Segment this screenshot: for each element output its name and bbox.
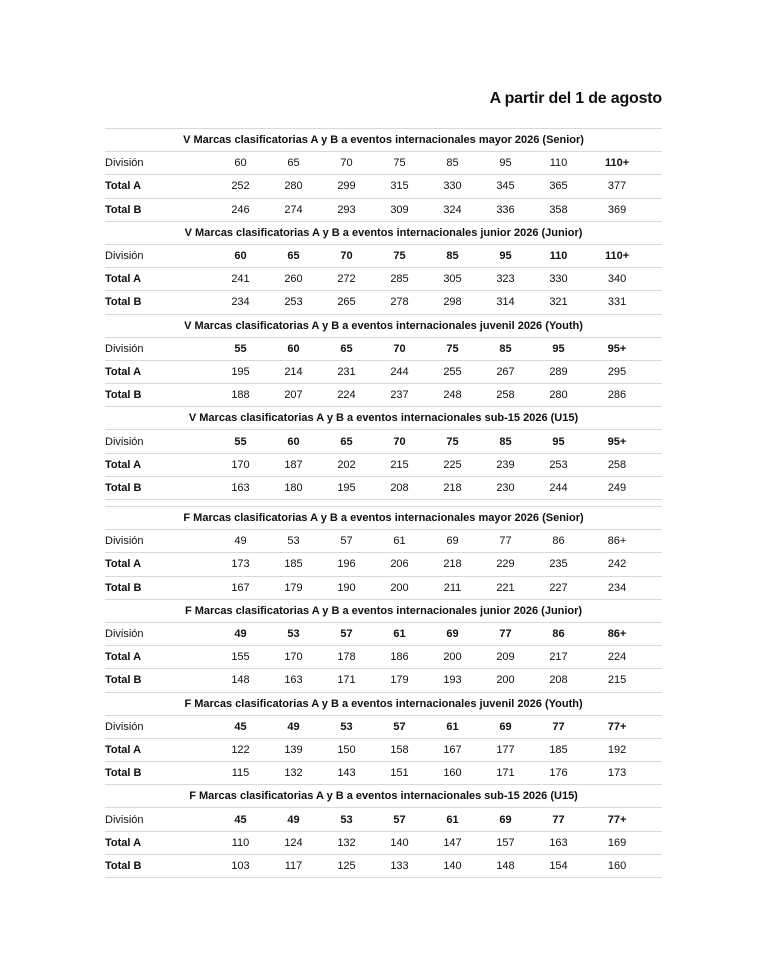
marks-table bbox=[105, 407, 662, 500]
row-label-division: División bbox=[105, 808, 214, 831]
total-b-value: 293 bbox=[320, 198, 373, 221]
row-label-total-a: Total A bbox=[105, 268, 214, 291]
division-row bbox=[105, 152, 662, 175]
total-b-row bbox=[105, 384, 662, 407]
total-a-value: 340 bbox=[585, 268, 662, 291]
total-a-value: 218 bbox=[426, 553, 479, 576]
total-a-value: 242 bbox=[585, 553, 662, 576]
marks-table bbox=[105, 129, 662, 222]
division-value: 75 bbox=[373, 244, 426, 267]
division-value: 53 bbox=[320, 715, 373, 738]
total-b-value: 163 bbox=[214, 476, 267, 499]
total-b-value: 286 bbox=[585, 384, 662, 407]
row-label-total-b: Total B bbox=[105, 854, 214, 877]
total-b-value: 278 bbox=[373, 291, 426, 314]
total-b-value: 179 bbox=[267, 576, 320, 599]
row-label-division: División bbox=[105, 715, 214, 738]
total-b-value: 249 bbox=[585, 476, 662, 499]
division-value: 77+ bbox=[585, 715, 662, 738]
total-b-value: 190 bbox=[320, 576, 373, 599]
total-a-value: 187 bbox=[267, 453, 320, 476]
total-a-row bbox=[105, 738, 662, 761]
total-b-value: 280 bbox=[532, 384, 585, 407]
total-b-row bbox=[105, 476, 662, 499]
division-value: 65 bbox=[267, 152, 320, 175]
total-a-value: 206 bbox=[373, 553, 426, 576]
row-label-division: División bbox=[105, 244, 214, 267]
division-value: 69 bbox=[426, 530, 479, 553]
division-value: 70 bbox=[320, 152, 373, 175]
total-b-value: 314 bbox=[479, 291, 532, 314]
total-a-value: 155 bbox=[214, 646, 267, 669]
division-row bbox=[105, 808, 662, 831]
division-value: 77 bbox=[479, 530, 532, 553]
division-row bbox=[105, 337, 662, 360]
total-a-value: 170 bbox=[267, 646, 320, 669]
row-label-division: División bbox=[105, 622, 214, 645]
total-b-value: 103 bbox=[214, 854, 267, 877]
total-b-value: 265 bbox=[320, 291, 373, 314]
total-b-value: 227 bbox=[532, 576, 585, 599]
division-value: 85 bbox=[426, 244, 479, 267]
marks-table bbox=[105, 785, 662, 878]
division-value: 49 bbox=[214, 622, 267, 645]
total-a-value: 217 bbox=[532, 646, 585, 669]
table-title: F Marcas clasificatorias A y B a eventos internacionales juvenil 2026 (Youth) bbox=[105, 693, 662, 716]
table-title: V Marcas clasificatorias A y B a eventos internacionales junior 2026 (Junior) bbox=[105, 222, 662, 245]
total-b-value: 369 bbox=[585, 198, 662, 221]
division-value: 110 bbox=[532, 152, 585, 175]
total-a-value: 229 bbox=[479, 553, 532, 576]
row-label-total-a: Total A bbox=[105, 175, 214, 198]
total-b-value: 211 bbox=[426, 576, 479, 599]
total-b-value: 180 bbox=[267, 476, 320, 499]
division-value: 57 bbox=[320, 622, 373, 645]
division-value: 70 bbox=[373, 430, 426, 453]
total-b-value: 171 bbox=[479, 762, 532, 785]
division-value: 110+ bbox=[585, 244, 662, 267]
table-group-v bbox=[105, 128, 662, 500]
total-a-value: 185 bbox=[267, 553, 320, 576]
total-b-value: 207 bbox=[267, 384, 320, 407]
division-value: 95 bbox=[532, 430, 585, 453]
division-value: 86 bbox=[532, 622, 585, 645]
total-a-value: 244 bbox=[373, 360, 426, 383]
total-b-value: 248 bbox=[426, 384, 479, 407]
table-title-row bbox=[105, 600, 662, 623]
total-b-value: 321 bbox=[532, 291, 585, 314]
total-b-value: 258 bbox=[479, 384, 532, 407]
division-value: 61 bbox=[426, 715, 479, 738]
division-value: 95 bbox=[479, 244, 532, 267]
total-a-value: 122 bbox=[214, 738, 267, 761]
row-label-division: División bbox=[105, 152, 214, 175]
total-b-value: 179 bbox=[373, 669, 426, 692]
total-a-value: 224 bbox=[585, 646, 662, 669]
total-a-value: 169 bbox=[585, 831, 662, 854]
total-a-value: 330 bbox=[532, 268, 585, 291]
total-b-value: 218 bbox=[426, 476, 479, 499]
division-value: 55 bbox=[214, 430, 267, 453]
total-b-value: 132 bbox=[267, 762, 320, 785]
division-value: 77 bbox=[532, 808, 585, 831]
division-value: 49 bbox=[214, 530, 267, 553]
total-b-value: 163 bbox=[267, 669, 320, 692]
division-value: 86 bbox=[532, 530, 585, 553]
division-value: 86+ bbox=[585, 530, 662, 553]
total-a-value: 200 bbox=[426, 646, 479, 669]
total-b-value: 117 bbox=[267, 854, 320, 877]
division-value: 77 bbox=[532, 715, 585, 738]
table-title-row bbox=[105, 407, 662, 430]
row-label-division: División bbox=[105, 337, 214, 360]
total-b-value: 324 bbox=[426, 198, 479, 221]
marks-table bbox=[105, 507, 662, 600]
division-value: 75 bbox=[426, 430, 479, 453]
total-a-value: 173 bbox=[214, 553, 267, 576]
total-a-row bbox=[105, 646, 662, 669]
total-a-value: 170 bbox=[214, 453, 267, 476]
total-a-value: 280 bbox=[267, 175, 320, 198]
division-row bbox=[105, 244, 662, 267]
table-title: V Marcas clasificatorias A y B a eventos internacionales mayor 2026 (Senior) bbox=[105, 129, 662, 152]
division-value: 57 bbox=[373, 715, 426, 738]
total-a-value: 124 bbox=[267, 831, 320, 854]
row-label-total-b: Total B bbox=[105, 384, 214, 407]
total-b-value: 154 bbox=[532, 854, 585, 877]
total-b-value: 298 bbox=[426, 291, 479, 314]
total-b-value: 358 bbox=[532, 198, 585, 221]
total-b-value: 171 bbox=[320, 669, 373, 692]
total-a-value: 196 bbox=[320, 553, 373, 576]
total-b-value: 200 bbox=[373, 576, 426, 599]
table-title-row bbox=[105, 693, 662, 716]
table-title-row bbox=[105, 785, 662, 808]
total-b-value: 224 bbox=[320, 384, 373, 407]
total-b-value: 244 bbox=[532, 476, 585, 499]
total-a-value: 177 bbox=[479, 738, 532, 761]
total-a-value: 225 bbox=[426, 453, 479, 476]
division-value: 95+ bbox=[585, 337, 662, 360]
total-a-value: 202 bbox=[320, 453, 373, 476]
row-label-total-a: Total A bbox=[105, 453, 214, 476]
division-value: 70 bbox=[320, 244, 373, 267]
division-value: 77 bbox=[479, 622, 532, 645]
total-b-value: 234 bbox=[214, 291, 267, 314]
total-b-value: 193 bbox=[426, 669, 479, 692]
total-a-value: 289 bbox=[532, 360, 585, 383]
division-value: 65 bbox=[267, 244, 320, 267]
total-b-value: 115 bbox=[214, 762, 267, 785]
division-value: 95 bbox=[532, 337, 585, 360]
division-value: 95 bbox=[479, 152, 532, 175]
total-b-row bbox=[105, 762, 662, 785]
total-b-value: 125 bbox=[320, 854, 373, 877]
total-b-value: 188 bbox=[214, 384, 267, 407]
total-b-row bbox=[105, 576, 662, 599]
total-a-value: 215 bbox=[373, 453, 426, 476]
division-row bbox=[105, 622, 662, 645]
total-a-value: 214 bbox=[267, 360, 320, 383]
total-b-value: 195 bbox=[320, 476, 373, 499]
total-b-value: 309 bbox=[373, 198, 426, 221]
division-value: 69 bbox=[479, 808, 532, 831]
table-title-row bbox=[105, 222, 662, 245]
marks-table bbox=[105, 600, 662, 693]
total-b-value: 336 bbox=[479, 198, 532, 221]
division-value: 49 bbox=[267, 808, 320, 831]
total-a-value: 258 bbox=[585, 453, 662, 476]
total-b-value: 148 bbox=[214, 669, 267, 692]
total-a-value: 305 bbox=[426, 268, 479, 291]
total-a-value: 178 bbox=[320, 646, 373, 669]
row-label-total-b: Total B bbox=[105, 291, 214, 314]
total-b-value: 160 bbox=[426, 762, 479, 785]
table-title-row bbox=[105, 315, 662, 338]
division-value: 85 bbox=[479, 430, 532, 453]
total-a-value: 157 bbox=[479, 831, 532, 854]
total-a-value: 140 bbox=[373, 831, 426, 854]
total-a-value: 255 bbox=[426, 360, 479, 383]
table-title-row bbox=[105, 507, 662, 530]
total-a-value: 241 bbox=[214, 268, 267, 291]
total-a-value: 150 bbox=[320, 738, 373, 761]
division-row bbox=[105, 430, 662, 453]
marks-table bbox=[105, 315, 662, 408]
total-b-value: 176 bbox=[532, 762, 585, 785]
total-b-value: 221 bbox=[479, 576, 532, 599]
total-b-value: 237 bbox=[373, 384, 426, 407]
row-label-division: División bbox=[105, 530, 214, 553]
row-label-total-a: Total A bbox=[105, 738, 214, 761]
total-a-value: 272 bbox=[320, 268, 373, 291]
total-b-value: 208 bbox=[532, 669, 585, 692]
total-a-value: 253 bbox=[532, 453, 585, 476]
total-a-value: 195 bbox=[214, 360, 267, 383]
division-value: 86+ bbox=[585, 622, 662, 645]
total-a-row bbox=[105, 268, 662, 291]
total-b-value: 133 bbox=[373, 854, 426, 877]
total-b-value: 253 bbox=[267, 291, 320, 314]
total-b-row bbox=[105, 198, 662, 221]
marks-table bbox=[105, 222, 662, 315]
total-a-value: 147 bbox=[426, 831, 479, 854]
total-a-value: 110 bbox=[214, 831, 267, 854]
table-title: F Marcas clasificatorias A y B a eventos internacionales sub-15 2026 (U15) bbox=[105, 785, 662, 808]
total-b-value: 173 bbox=[585, 762, 662, 785]
total-b-value: 215 bbox=[585, 669, 662, 692]
total-b-value: 167 bbox=[214, 576, 267, 599]
total-a-value: 186 bbox=[373, 646, 426, 669]
total-b-value: 148 bbox=[479, 854, 532, 877]
total-a-value: 295 bbox=[585, 360, 662, 383]
table-title-row bbox=[105, 129, 662, 152]
division-row bbox=[105, 715, 662, 738]
row-label-total-a: Total A bbox=[105, 553, 214, 576]
total-a-value: 323 bbox=[479, 268, 532, 291]
total-a-value: 158 bbox=[373, 738, 426, 761]
row-label-total-b: Total B bbox=[105, 476, 214, 499]
table-title: V Marcas clasificatorias A y B a eventos internacionales sub-15 2026 (U15) bbox=[105, 407, 662, 430]
total-a-value: 209 bbox=[479, 646, 532, 669]
row-label-division: División bbox=[105, 430, 214, 453]
total-b-value: 246 bbox=[214, 198, 267, 221]
total-a-row bbox=[105, 831, 662, 854]
division-value: 70 bbox=[373, 337, 426, 360]
total-a-value: 167 bbox=[426, 738, 479, 761]
total-a-value: 260 bbox=[267, 268, 320, 291]
total-b-value: 200 bbox=[479, 669, 532, 692]
total-b-row bbox=[105, 291, 662, 314]
total-b-value: 140 bbox=[426, 854, 479, 877]
table-title: F Marcas clasificatorias A y B a eventos internacionales mayor 2026 (Senior) bbox=[105, 507, 662, 530]
division-value: 75 bbox=[373, 152, 426, 175]
total-a-value: 239 bbox=[479, 453, 532, 476]
total-b-value: 234 bbox=[585, 576, 662, 599]
total-a-value: 267 bbox=[479, 360, 532, 383]
division-value: 61 bbox=[373, 530, 426, 553]
division-row bbox=[105, 530, 662, 553]
row-label-total-a: Total A bbox=[105, 360, 214, 383]
total-b-row bbox=[105, 854, 662, 877]
total-b-row bbox=[105, 669, 662, 692]
division-value: 61 bbox=[373, 622, 426, 645]
total-a-row bbox=[105, 553, 662, 576]
total-a-value: 330 bbox=[426, 175, 479, 198]
row-label-total-b: Total B bbox=[105, 198, 214, 221]
total-b-value: 143 bbox=[320, 762, 373, 785]
total-a-row bbox=[105, 453, 662, 476]
division-value: 57 bbox=[320, 530, 373, 553]
division-value: 85 bbox=[426, 152, 479, 175]
row-label-total-b: Total B bbox=[105, 762, 214, 785]
effective-date-note: A partir del 1 de agosto bbox=[489, 90, 662, 107]
division-value: 110 bbox=[532, 244, 585, 267]
division-value: 65 bbox=[320, 430, 373, 453]
division-value: 95+ bbox=[585, 430, 662, 453]
total-a-value: 285 bbox=[373, 268, 426, 291]
total-a-value: 185 bbox=[532, 738, 585, 761]
table-title: V Marcas clasificatorias A y B a eventos internacionales juvenil 2026 (Youth) bbox=[105, 315, 662, 338]
division-value: 55 bbox=[214, 337, 267, 360]
row-label-total-b: Total B bbox=[105, 576, 214, 599]
total-a-value: 192 bbox=[585, 738, 662, 761]
division-value: 60 bbox=[267, 430, 320, 453]
division-value: 53 bbox=[267, 530, 320, 553]
total-a-value: 345 bbox=[479, 175, 532, 198]
table-title: F Marcas clasificatorias A y B a eventos internacionales junior 2026 (Junior) bbox=[105, 600, 662, 623]
total-a-value: 139 bbox=[267, 738, 320, 761]
division-value: 45 bbox=[214, 715, 267, 738]
total-a-value: 315 bbox=[373, 175, 426, 198]
total-a-value: 299 bbox=[320, 175, 373, 198]
division-value: 65 bbox=[320, 337, 373, 360]
division-value: 60 bbox=[267, 337, 320, 360]
tables-container bbox=[105, 128, 662, 878]
total-b-value: 331 bbox=[585, 291, 662, 314]
row-label-total-b: Total B bbox=[105, 669, 214, 692]
division-value: 60 bbox=[214, 152, 267, 175]
division-value: 57 bbox=[373, 808, 426, 831]
division-value: 69 bbox=[479, 715, 532, 738]
table-group-f bbox=[105, 506, 662, 878]
division-value: 110+ bbox=[585, 152, 662, 175]
total-a-value: 231 bbox=[320, 360, 373, 383]
division-value: 69 bbox=[426, 622, 479, 645]
division-value: 75 bbox=[426, 337, 479, 360]
division-value: 45 bbox=[214, 808, 267, 831]
total-b-value: 208 bbox=[373, 476, 426, 499]
division-value: 77+ bbox=[585, 808, 662, 831]
marks-table bbox=[105, 693, 662, 786]
total-a-value: 365 bbox=[532, 175, 585, 198]
division-value: 53 bbox=[320, 808, 373, 831]
total-b-value: 230 bbox=[479, 476, 532, 499]
total-b-value: 160 bbox=[585, 854, 662, 877]
row-label-total-a: Total A bbox=[105, 646, 214, 669]
division-value: 49 bbox=[267, 715, 320, 738]
total-a-value: 235 bbox=[532, 553, 585, 576]
division-value: 53 bbox=[267, 622, 320, 645]
total-a-value: 252 bbox=[214, 175, 267, 198]
total-b-value: 151 bbox=[373, 762, 426, 785]
total-a-value: 163 bbox=[532, 831, 585, 854]
total-b-value: 274 bbox=[267, 198, 320, 221]
division-value: 60 bbox=[214, 244, 267, 267]
total-a-row bbox=[105, 175, 662, 198]
row-label-total-a: Total A bbox=[105, 831, 214, 854]
division-value: 61 bbox=[426, 808, 479, 831]
division-value: 85 bbox=[479, 337, 532, 360]
total-a-value: 132 bbox=[320, 831, 373, 854]
total-a-row bbox=[105, 360, 662, 383]
total-a-value: 377 bbox=[585, 175, 662, 198]
